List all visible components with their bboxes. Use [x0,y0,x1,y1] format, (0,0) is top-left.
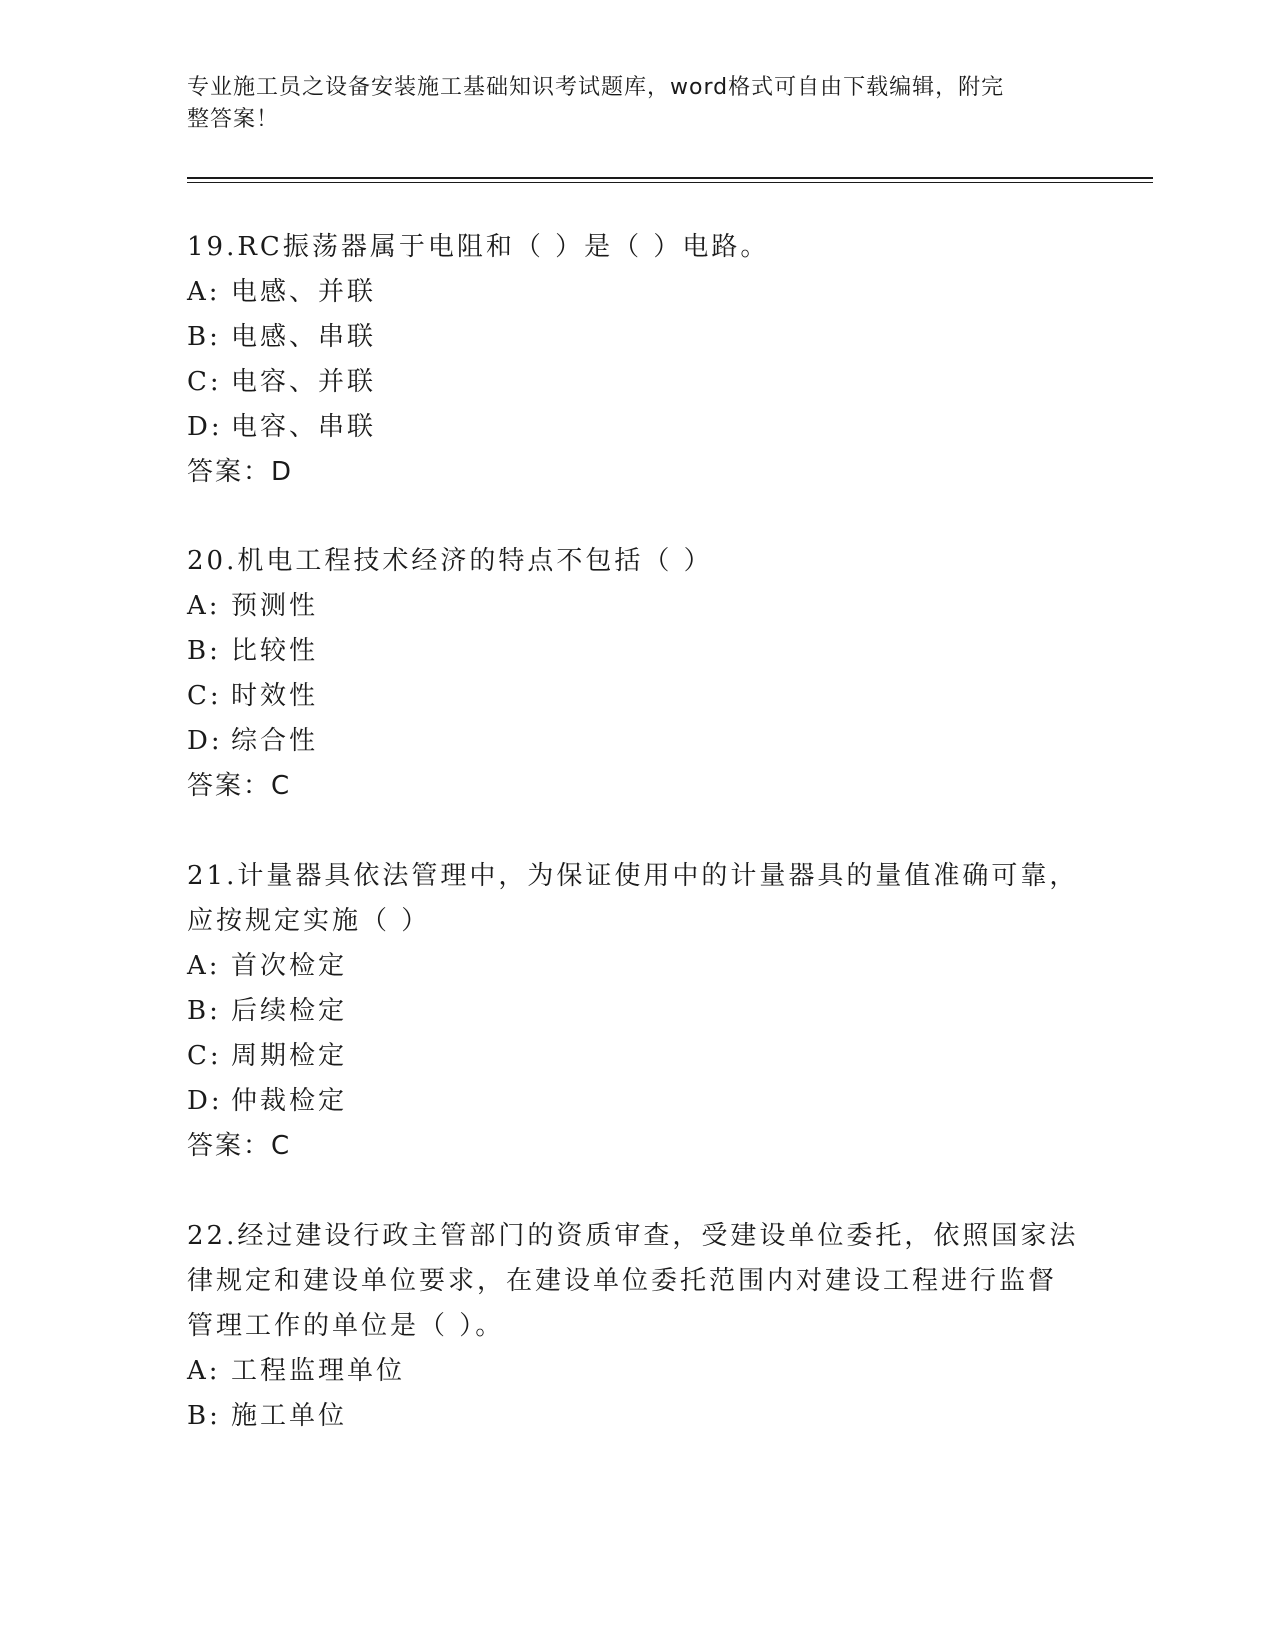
option-b [187,989,1087,1034]
option-letter: C: [187,681,222,711]
question-stem: 19.RC振荡器属于电阻和（ ）是（ ）电路。 [187,232,770,262]
header-divider-thin [187,182,1153,183]
question-stem-line-1: 22.经过建设行政主管部门的资质审查，受建设单位委托，依照国家法 [187,1221,1079,1251]
option-letter: A: [187,591,221,621]
header-line-1: 专业施工员之设备安装施工基础知识考试题库，word格式可自由下载编辑，附完 [187,75,1005,100]
option-a [187,270,1087,315]
option-letter: B: [187,996,221,1026]
option-c [187,1034,1087,1079]
option-b [187,1394,1087,1439]
option-letter: D: [187,1086,223,1116]
option-letter: C: [187,1041,222,1071]
option-c [187,360,1087,405]
option-text: 比较性 [231,636,319,666]
option-b [187,629,1087,674]
option-letter: D: [187,412,223,442]
option-letter: C: [187,367,222,397]
option-d [187,719,1087,764]
question-20 [187,539,1087,809]
header-line-2: 整答案！ [187,107,280,132]
option-text: 周期检定 [231,1041,348,1071]
question-stem-line-2: 律规定和建设单位要求，在建设单位委托范围内对建设工程进行监督 [187,1266,1058,1296]
option-letter: A: [187,951,221,981]
option-text: 时效性 [231,681,319,711]
option-c [187,674,1087,719]
question-21 [187,854,1087,1169]
option-text: 施工单位 [231,1401,348,1431]
option-a [187,584,1087,629]
option-letter: D: [187,726,223,756]
option-text: 电感、串联 [231,322,377,352]
option-text: 综合性 [231,726,319,756]
question-22 [187,1214,1087,1439]
option-text: 预测性 [231,591,319,621]
option-text: 电容、串联 [231,412,377,442]
option-text: 后续检定 [231,996,348,1026]
option-text: 仲裁检定 [231,1086,348,1116]
option-a [187,944,1087,989]
question-stem: 20.机电工程技术经济的特点不包括（ ） [187,546,713,576]
option-letter: A: [187,277,221,307]
answer: 答案：C [187,1131,292,1161]
option-d [187,405,1087,450]
question-19 [187,225,1087,495]
option-letter: A: [187,1356,221,1386]
option-letter: B: [187,1401,221,1431]
option-b [187,315,1087,360]
document-header [187,72,1067,136]
option-text: 首次检定 [231,951,348,981]
option-text: 电感、并联 [231,277,377,307]
option-d [187,1079,1087,1124]
option-a [187,1349,1087,1394]
answer: 答案：D [187,457,294,487]
option-text: 电容、并联 [231,367,377,397]
header-divider-thick [187,177,1153,179]
answer: 答案：C [187,771,292,801]
option-letter: B: [187,636,221,666]
option-text: 工程监理单位 [231,1356,406,1386]
option-letter: B: [187,322,221,352]
question-stem-line-1: 21.计量器具依法管理中，为保证使用中的计量器具的量值准确可靠， [187,861,1079,891]
question-stem-line-3: 管理工作的单位是（ ）。 [187,1311,505,1341]
question-stem-line-2: 应按规定实施（ ） [187,906,431,936]
